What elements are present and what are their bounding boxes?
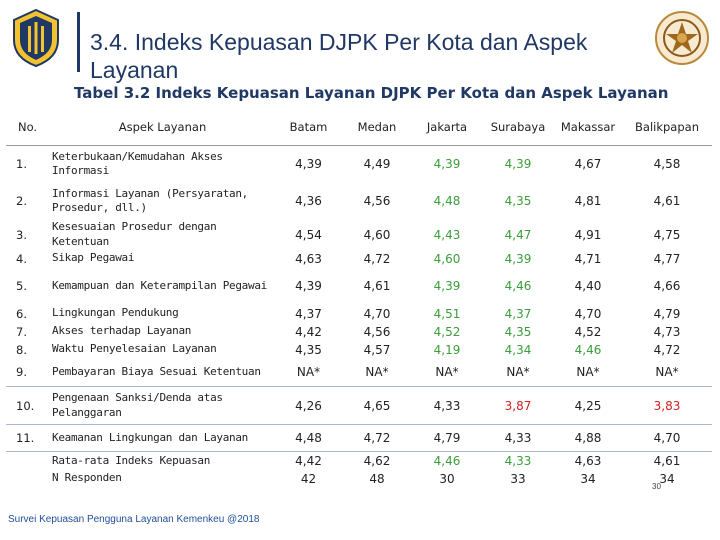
cell-value: 4,72	[363, 251, 391, 266]
row-aspek: Keterbukaan/Kemudahan Akses Informasi	[52, 149, 223, 178]
cell-value: 4,35	[504, 194, 532, 208]
row-number: 6.	[16, 306, 27, 321]
table-row	[6, 387, 712, 425]
table-row	[6, 425, 712, 452]
average-value: 4,42	[275, 452, 342, 470]
average-value: 4,62	[342, 452, 412, 470]
table-row	[6, 359, 712, 387]
row-aspek: Informasi Layanan (Persyaratan, Prosedur, dll.)	[52, 186, 248, 214]
cell-value: NA*	[655, 365, 679, 380]
respondent-count: 34	[580, 471, 596, 486]
summary-average-label: Rata-rata Indeks Kepuasan	[50, 452, 275, 470]
col-header-medan: Medan	[342, 109, 412, 146]
cell-value: 4,48	[433, 194, 461, 208]
respondent-count: 42	[300, 471, 317, 486]
summary-respondents-label: N Responden	[52, 471, 122, 485]
col-header-batam: Batam	[275, 109, 342, 146]
cell-value: 4,70	[574, 306, 602, 321]
cell-value: 4,79	[412, 425, 482, 452]
cell-value: 4,66	[653, 279, 681, 293]
cell-value: 4,25	[554, 387, 622, 425]
row-aspek: Keamanan Lingkungan dan Layanan	[50, 425, 275, 452]
row-aspek: Pengenaan Sanksi/Denda atas Pelanggaran	[50, 387, 275, 425]
cell-value: 4,54	[295, 227, 322, 242]
summary-average-row	[6, 452, 712, 470]
cell-value: 4,60	[433, 251, 461, 266]
average-value: 4,46	[412, 452, 482, 470]
cell-value: 4,57	[363, 342, 391, 357]
row-aspek: Waktu Penyelesaian Layanan	[52, 342, 217, 356]
cell-value: NA*	[576, 365, 600, 380]
row-number: 8.	[16, 342, 27, 357]
row-aspek: Kemampuan dan Keterampilan Pegawai	[52, 278, 267, 292]
row-aspek: Kesesuaian Prosedur dengan Ketentuan	[52, 220, 217, 248]
cell-value: 4,42	[295, 324, 322, 339]
satisfaction-table	[6, 109, 712, 488]
cell-value: 4,39	[295, 279, 322, 293]
respondent-count: 48	[369, 471, 385, 486]
cell-value: 4,70	[622, 425, 712, 452]
kemenkeu-logo	[10, 8, 62, 68]
row-aspek: Akses terhadap Layanan	[52, 324, 192, 338]
cell-value: 4,47	[504, 227, 532, 242]
row-number: 1.	[16, 157, 27, 172]
col-header-balikpapan: Balikpapan	[622, 109, 712, 146]
cell-value: 4,39	[433, 279, 461, 293]
col-header-makassar: Makassar	[554, 109, 622, 146]
col-header-jakarta: Jakarta	[412, 109, 482, 146]
cell-value: 4,58	[653, 157, 681, 172]
cell-value: 4,34	[504, 342, 532, 357]
cell-value: 4,33	[412, 387, 482, 425]
cell-value: 4,43	[433, 227, 461, 242]
cell-value: 4,39	[295, 157, 322, 172]
table-caption: Tabel 3.2 Indeks Kepuasan Layanan DJPK Per Kota dan Aspek Layanan	[74, 84, 669, 102]
cell-value: 4,72	[653, 342, 681, 357]
cell-value: NA*	[506, 365, 530, 380]
footer-text: Survei Kepuasan Pengguna Layanan Kemenkeu @2018	[8, 514, 260, 525]
cell-value: 4,19	[433, 342, 461, 357]
cell-value: 4,70	[363, 306, 391, 321]
table-row	[6, 250, 712, 268]
table-row	[6, 183, 712, 220]
table-row	[6, 146, 712, 183]
respondent-count: 34	[659, 471, 675, 486]
cell-value: 4,67	[574, 157, 602, 172]
cell-value: 3,87	[482, 387, 554, 425]
cell-value: 4,60	[363, 227, 391, 242]
cell-value: 4,39	[504, 251, 532, 266]
cell-value: NA*	[365, 365, 389, 380]
average-value: 4,33	[482, 452, 554, 470]
cell-value: 4,26	[275, 387, 342, 425]
cell-value: 4,48	[275, 425, 342, 452]
cell-value: 4,73	[653, 324, 681, 339]
row-number: 7.	[16, 324, 27, 339]
row-aspek: Lingkungan Pendukung	[52, 306, 179, 320]
page-number: 30	[652, 482, 661, 491]
summary-respondents-row	[6, 470, 712, 488]
row-number: 10.	[6, 387, 50, 425]
average-value: 4,63	[554, 452, 622, 470]
col-header-surabaya: Surabaya	[482, 109, 554, 146]
col-header-aspek: Aspek Layanan	[50, 109, 275, 146]
cell-value: 4,65	[342, 387, 412, 425]
col-header-no: No.	[6, 109, 50, 146]
cell-value: 4,40	[574, 279, 602, 293]
cell-value: 4,39	[433, 157, 461, 172]
cell-value: 4,77	[653, 251, 681, 266]
cell-value: 4,35	[295, 342, 322, 357]
cell-value: 4,33	[482, 425, 554, 452]
cell-value: 4,61	[363, 279, 391, 293]
cell-value: 4,56	[363, 324, 391, 339]
table-row	[6, 305, 712, 323]
cell-value: 4,81	[574, 194, 602, 208]
cell-value: NA*	[296, 365, 321, 380]
cell-value: 4,51	[433, 306, 461, 321]
cell-value: 4,88	[554, 425, 622, 452]
table-header-row	[6, 109, 712, 146]
cell-value: 4,75	[653, 227, 681, 242]
cell-value: 4,52	[574, 324, 602, 339]
respondent-count: 33	[510, 471, 526, 486]
cell-value: 4,56	[363, 194, 391, 208]
cell-value: 4,61	[653, 194, 681, 208]
table-row	[6, 220, 712, 250]
cell-value: 4,63	[295, 251, 322, 266]
respondent-count: 30	[439, 471, 455, 486]
table-row	[6, 323, 712, 341]
page-title: 3.4. Indeks Kepuasan DJPK Per Kota dan Aspek Layanan	[90, 29, 588, 83]
cell-value: 4,46	[574, 342, 602, 357]
row-number: 4.	[16, 251, 27, 266]
average-value: 4,61	[622, 452, 712, 470]
garuda-emblem	[654, 10, 710, 66]
cell-value: 4,35	[504, 324, 532, 339]
cell-value: 4,79	[653, 306, 681, 321]
cell-value: 4,91	[574, 227, 602, 242]
table-row	[6, 268, 712, 305]
table-row	[6, 341, 712, 359]
row-number: 3.	[16, 227, 27, 242]
cell-value: 4,72	[342, 425, 412, 452]
row-number: 2.	[16, 194, 27, 208]
row-number: 5.	[16, 279, 27, 293]
cell-value: NA*	[435, 365, 459, 380]
cell-value: 4,46	[504, 279, 532, 293]
cell-value: 4,49	[363, 157, 391, 172]
cell-value: 3,83	[622, 387, 712, 425]
title-divider	[77, 12, 80, 72]
row-number: 11.	[6, 425, 50, 452]
cell-value: 4,71	[574, 251, 602, 266]
row-number: 9.	[16, 365, 27, 380]
cell-value: 4,37	[504, 306, 532, 321]
row-aspek: Sikap Pegawai	[52, 251, 135, 265]
cell-value: 4,52	[433, 324, 461, 339]
cell-value: 4,36	[295, 194, 322, 208]
row-aspek: Pembayaran Biaya Sesuai Ketentuan	[52, 365, 261, 378]
cell-value: 4,39	[504, 157, 532, 172]
cell-value: 4,37	[295, 306, 322, 321]
